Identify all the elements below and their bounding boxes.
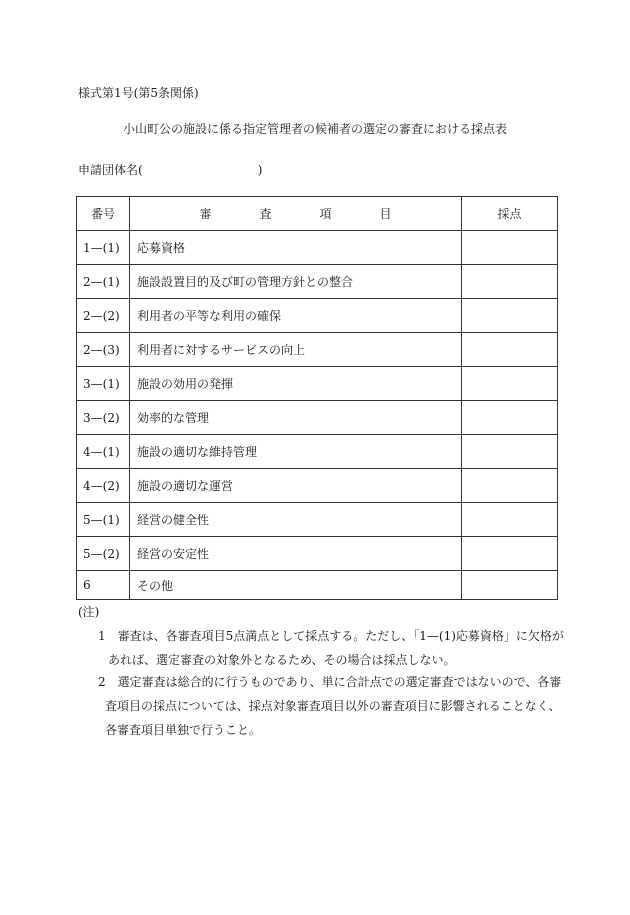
row-score-cell[interactable] <box>462 401 558 435</box>
table-row <box>77 435 558 469</box>
table-row <box>77 231 558 265</box>
row-item: 施設の効用の発揮 <box>130 367 462 401</box>
row-item: 経営の健全性 <box>130 503 462 537</box>
applicant-close-paren: ) <box>257 163 263 177</box>
row-item: 施設の適切な運営 <box>130 469 462 503</box>
row-number: 2—(2) <box>77 299 130 333</box>
row-score-cell[interactable] <box>462 299 558 333</box>
table-row <box>77 265 558 299</box>
row-number: 1—(1) <box>77 231 130 265</box>
note-1-line-1: 1 審査は、各審査項目5点満点として採点する。ただし、「1—(1)応募資格」に欠格が <box>98 629 564 643</box>
table-row <box>77 299 558 333</box>
table-row <box>77 571 558 600</box>
note-1-line-2: あれば、選定審査の対象外となるため、その場合は採点しない。 <box>108 653 456 667</box>
note-2-line-1: 2 選定審査は総合的に行うものであり、単に合計点での選定審査ではないので、各審 <box>98 675 562 689</box>
row-item: その他 <box>130 571 462 600</box>
row-score-cell[interactable] <box>462 435 558 469</box>
row-score-cell[interactable] <box>462 503 558 537</box>
row-item: 経営の安定性 <box>130 537 462 571</box>
row-number: 2—(1) <box>77 265 130 299</box>
applicant-label: 申請団体名( <box>78 163 143 177</box>
header-number: 番号 <box>77 197 130 231</box>
notes-heading: (注) <box>78 605 100 619</box>
row-number: 2—(3) <box>77 333 130 367</box>
table-row <box>77 537 558 571</box>
row-score-cell[interactable] <box>462 265 558 299</box>
row-number: 4—(1) <box>77 435 130 469</box>
row-number: 6 <box>77 571 130 600</box>
row-item: 施設の適切な維持管理 <box>130 435 462 469</box>
table-row <box>77 333 558 367</box>
note-2 <box>78 670 562 742</box>
row-number: 4—(2) <box>77 469 130 503</box>
row-score-cell[interactable] <box>462 571 558 600</box>
row-item: 応募資格 <box>130 231 462 265</box>
table-header-row <box>77 197 558 231</box>
row-number: 5—(1) <box>77 503 130 537</box>
row-score-cell[interactable] <box>462 231 558 265</box>
note-2-line-3: 各審査項目単独で行うこと。 <box>105 723 262 737</box>
table-row <box>77 401 558 435</box>
header-score: 採点 <box>462 197 558 231</box>
applicant-line <box>78 161 262 178</box>
row-score-cell[interactable] <box>462 333 558 367</box>
row-number: 3—(2) <box>77 401 130 435</box>
row-number: 3—(1) <box>77 367 130 401</box>
form-number: 様式第1号(第5条関係) <box>78 86 199 100</box>
row-score-cell[interactable] <box>462 367 558 401</box>
note-2-line-2: 査項目の採点については、採点対象審査項目以外の審査項目に影響されることなく、 <box>105 699 561 713</box>
row-score-cell[interactable] <box>462 537 558 571</box>
score-table <box>76 196 558 600</box>
document-title: 小山町公の施設に係る指定管理者の候補者の選定の審査における採点表 <box>123 122 508 136</box>
row-item: 効率的な管理 <box>130 401 462 435</box>
table-row <box>77 503 558 537</box>
row-score-cell[interactable] <box>462 469 558 503</box>
table-row <box>77 367 558 401</box>
row-item: 利用者に対するサービスの向上 <box>130 333 462 367</box>
note-1 <box>78 624 564 672</box>
row-item: 利用者の平等な利用の確保 <box>130 299 462 333</box>
table-row <box>77 469 558 503</box>
row-number: 5—(2) <box>77 537 130 571</box>
header-review-item: 審 査 項 目 <box>130 197 462 231</box>
row-item: 施設設置目的及び町の管理方針との整合 <box>130 265 462 299</box>
